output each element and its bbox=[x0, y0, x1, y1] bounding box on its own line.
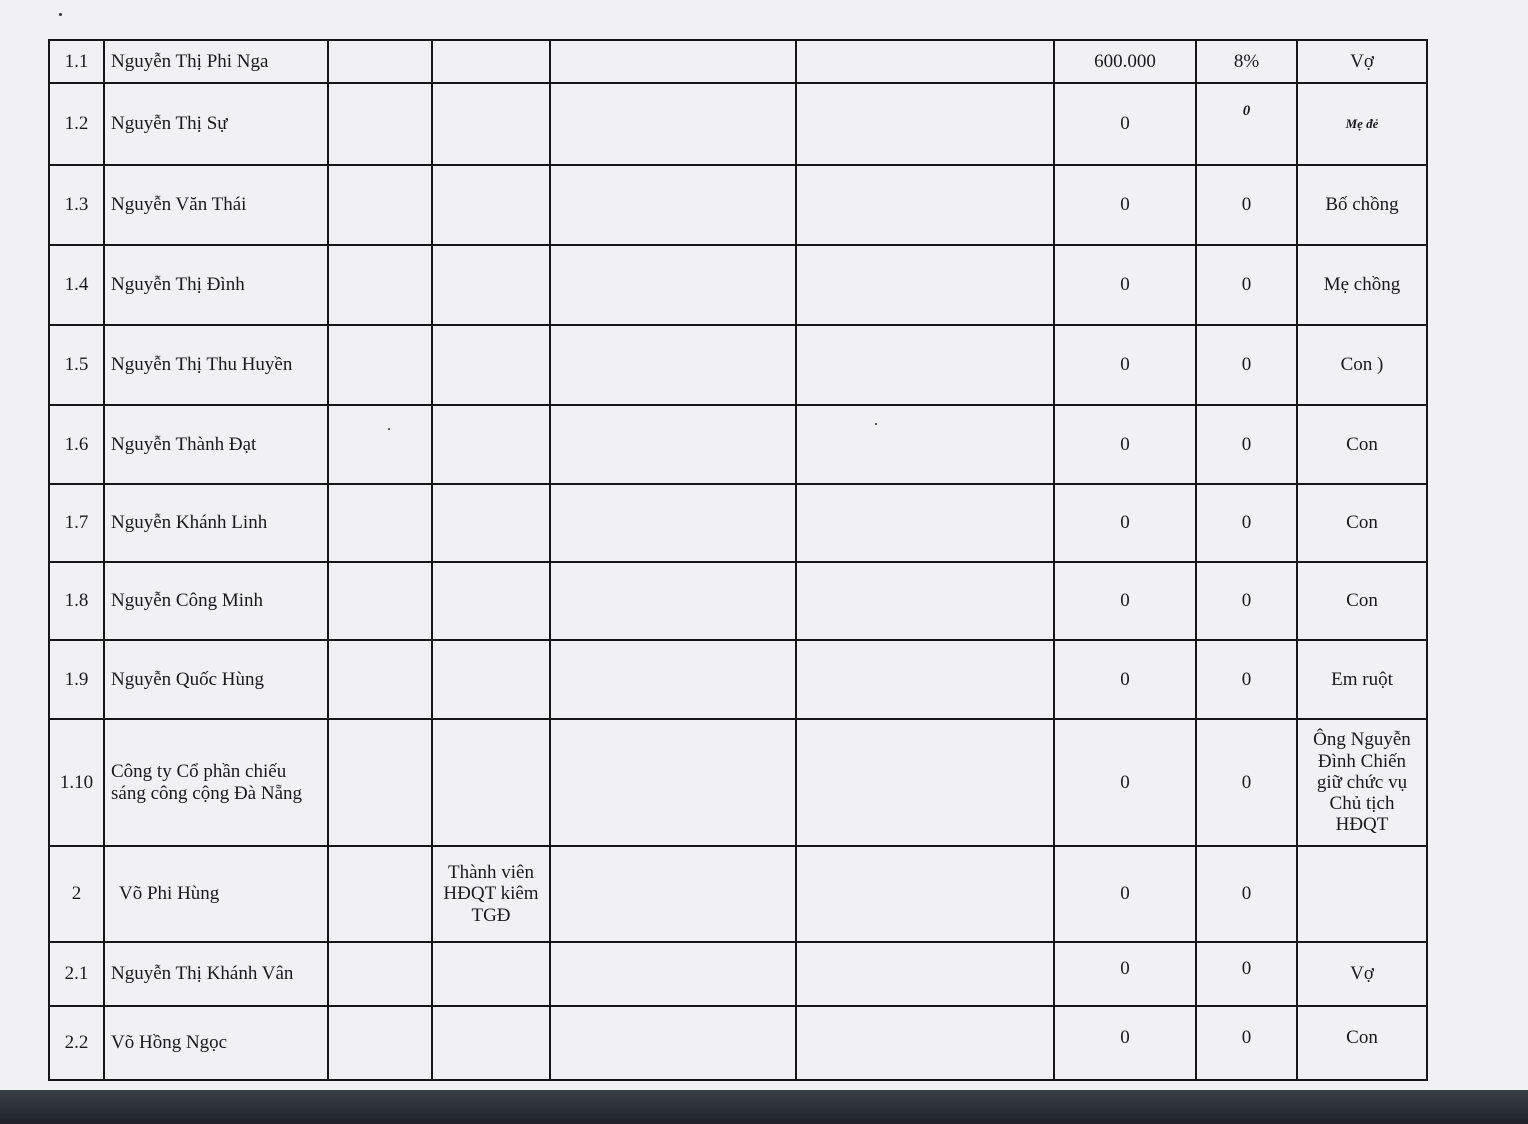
relation-cell bbox=[1297, 846, 1427, 942]
empty-cell bbox=[550, 83, 796, 165]
name-cell: Nguyễn Thị Khánh Vân bbox=[104, 942, 328, 1006]
relation-cell: Con bbox=[1297, 484, 1427, 562]
position-cell bbox=[432, 719, 550, 846]
relation-cell: Con ) bbox=[1297, 325, 1427, 405]
shares-cell: 600.000 bbox=[1054, 40, 1196, 83]
table-row bbox=[49, 640, 1427, 719]
position-cell bbox=[432, 640, 550, 719]
empty-cell bbox=[328, 245, 432, 325]
table-row bbox=[49, 1006, 1427, 1080]
name-cell: Nguyễn Thị Sự bbox=[104, 83, 328, 165]
table-row bbox=[49, 719, 1427, 846]
empty-cell bbox=[796, 325, 1054, 405]
stt-cell: 1.10 bbox=[49, 719, 104, 846]
stt-cell: 1.4 bbox=[49, 245, 104, 325]
empty-cell bbox=[796, 40, 1054, 83]
relation-cell: Con bbox=[1297, 405, 1427, 484]
position-cell bbox=[432, 484, 550, 562]
name-cell: Nguyễn Thị Đình bbox=[104, 245, 328, 325]
table-row bbox=[49, 846, 1427, 942]
empty-cell bbox=[796, 1006, 1054, 1080]
empty-cell bbox=[550, 562, 796, 640]
name-cell: Võ Phi Hùng bbox=[104, 846, 328, 942]
relation-cell: Ông Nguyễn Đình Chiến giữ chức vụ Chủ tịch HĐQT bbox=[1297, 719, 1427, 846]
empty-cell bbox=[328, 942, 432, 1006]
relation-cell: Con bbox=[1297, 562, 1427, 640]
empty-cell bbox=[550, 325, 796, 405]
ratio-cell: 0 bbox=[1196, 846, 1297, 942]
empty-cell bbox=[550, 942, 796, 1006]
ratio-cell: 8% bbox=[1196, 40, 1297, 83]
stt-cell: 1.1 bbox=[49, 40, 104, 83]
ink-speck bbox=[59, 13, 62, 16]
name-cell: Công ty Cổ phần chiếu sáng công cộng Đà Nẵng bbox=[104, 719, 328, 846]
empty-cell bbox=[328, 405, 432, 484]
ratio-cell: 0 bbox=[1196, 165, 1297, 245]
ratio-cell: 0 bbox=[1196, 942, 1297, 1006]
stt-cell: 1.3 bbox=[49, 165, 104, 245]
empty-cell bbox=[796, 83, 1054, 165]
table-row bbox=[49, 484, 1427, 562]
stt-cell: 1.6 bbox=[49, 405, 104, 484]
empty-cell bbox=[328, 640, 432, 719]
relation-cell: Mẹ đẻ bbox=[1297, 83, 1427, 165]
empty-cell bbox=[796, 484, 1054, 562]
empty-cell bbox=[550, 245, 796, 325]
shares-cell: 0 bbox=[1054, 484, 1196, 562]
shares-cell: 0 bbox=[1054, 719, 1196, 846]
related-persons-table bbox=[48, 39, 1428, 1081]
position-cell bbox=[432, 1006, 550, 1080]
empty-cell bbox=[796, 165, 1054, 245]
stt-cell: 1.5 bbox=[49, 325, 104, 405]
name-cell: Nguyễn Khánh Linh bbox=[104, 484, 328, 562]
table-row bbox=[49, 325, 1427, 405]
stt-cell: 1.9 bbox=[49, 640, 104, 719]
relation-cell: Mẹ chồng bbox=[1297, 245, 1427, 325]
empty-cell bbox=[550, 1006, 796, 1080]
table-row bbox=[49, 40, 1427, 83]
empty-cell bbox=[550, 640, 796, 719]
empty-cell bbox=[328, 846, 432, 942]
position-cell bbox=[432, 40, 550, 83]
relation-cell: Vợ bbox=[1297, 942, 1427, 1006]
empty-cell bbox=[328, 83, 432, 165]
empty-cell bbox=[328, 484, 432, 562]
position-cell bbox=[432, 165, 550, 245]
table-row bbox=[49, 942, 1427, 1006]
empty-cell bbox=[796, 405, 1054, 484]
shares-cell: 0 bbox=[1054, 245, 1196, 325]
empty-cell bbox=[550, 40, 796, 83]
table-row bbox=[49, 405, 1427, 484]
name-cell: Nguyễn Thành Đạt bbox=[104, 405, 328, 484]
empty-cell bbox=[550, 846, 796, 942]
shares-cell: 0 bbox=[1054, 562, 1196, 640]
position-cell bbox=[432, 325, 550, 405]
stt-cell: 1.7 bbox=[49, 484, 104, 562]
desk-background bbox=[0, 1090, 1528, 1124]
table-row bbox=[49, 165, 1427, 245]
empty-cell bbox=[328, 325, 432, 405]
position-cell bbox=[432, 942, 550, 1006]
position-cell bbox=[432, 562, 550, 640]
relation-cell: Con bbox=[1297, 1006, 1427, 1080]
stt-cell: 1.2 bbox=[49, 83, 104, 165]
name-cell: Nguyễn Quốc Hùng bbox=[104, 640, 328, 719]
position-cell bbox=[432, 405, 550, 484]
name-cell: Nguyễn Thị Phi Nga bbox=[104, 40, 328, 83]
table-row bbox=[49, 83, 1427, 165]
ratio-cell: 0 bbox=[1196, 83, 1297, 165]
empty-cell bbox=[328, 40, 432, 83]
ratio-cell: 0 bbox=[1196, 719, 1297, 846]
position-cell bbox=[432, 83, 550, 165]
empty-cell bbox=[328, 719, 432, 846]
shares-cell: 0 bbox=[1054, 83, 1196, 165]
name-cell: Nguyễn Văn Thái bbox=[104, 165, 328, 245]
shares-cell: 0 bbox=[1054, 405, 1196, 484]
name-cell: Võ Hồng Ngọc bbox=[104, 1006, 328, 1080]
relation-cell: Vợ bbox=[1297, 40, 1427, 83]
shares-cell: 0 bbox=[1054, 325, 1196, 405]
ratio-cell: 0 bbox=[1196, 405, 1297, 484]
empty-cell bbox=[550, 484, 796, 562]
ratio-cell: 0 bbox=[1196, 1006, 1297, 1080]
empty-cell bbox=[796, 719, 1054, 846]
empty-cell bbox=[796, 640, 1054, 719]
empty-cell bbox=[550, 719, 796, 846]
table-row bbox=[49, 245, 1427, 325]
stt-cell: 2.2 bbox=[49, 1006, 104, 1080]
name-cell: Nguyễn Công Minh bbox=[104, 562, 328, 640]
shares-cell: 0 bbox=[1054, 846, 1196, 942]
shares-cell: 0 bbox=[1054, 640, 1196, 719]
ratio-cell: 0 bbox=[1196, 640, 1297, 719]
ratio-cell: 0 bbox=[1196, 484, 1297, 562]
ratio-cell: 0 bbox=[1196, 245, 1297, 325]
ratio-cell: 0 bbox=[1196, 562, 1297, 640]
empty-cell bbox=[796, 562, 1054, 640]
empty-cell bbox=[550, 405, 796, 484]
relation-cell: Em ruột bbox=[1297, 640, 1427, 719]
ratio-cell: 0 bbox=[1196, 325, 1297, 405]
stt-cell: 2 bbox=[49, 846, 104, 942]
table-row bbox=[49, 562, 1427, 640]
relation-cell: Bố chồng bbox=[1297, 165, 1427, 245]
shares-cell: 0 bbox=[1054, 165, 1196, 245]
empty-cell bbox=[796, 942, 1054, 1006]
stt-cell: 2.1 bbox=[49, 942, 104, 1006]
position-cell: Thành viên HĐQT kiêm TGĐ bbox=[432, 846, 550, 942]
stt-cell: 1.8 bbox=[49, 562, 104, 640]
empty-cell bbox=[796, 846, 1054, 942]
empty-cell bbox=[550, 165, 796, 245]
empty-cell bbox=[328, 562, 432, 640]
shares-cell: 0 bbox=[1054, 1006, 1196, 1080]
position-cell bbox=[432, 245, 550, 325]
empty-cell bbox=[328, 165, 432, 245]
name-cell: Nguyễn Thị Thu Huyền bbox=[104, 325, 328, 405]
empty-cell bbox=[796, 245, 1054, 325]
empty-cell bbox=[328, 1006, 432, 1080]
shares-cell: 0 bbox=[1054, 942, 1196, 1006]
